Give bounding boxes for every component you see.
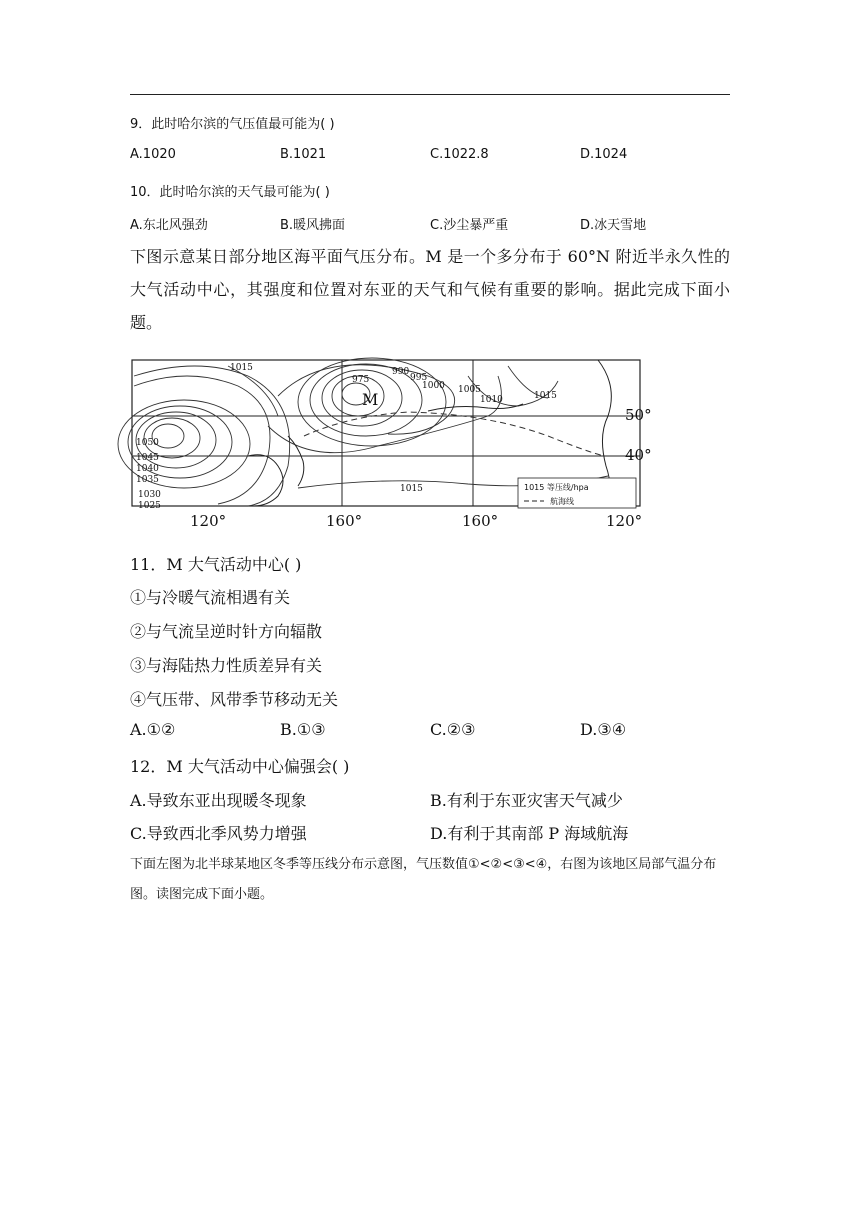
q10-option-a[interactable]: A.东北风强劲 [130, 218, 208, 233]
q11-options [130, 720, 730, 740]
isobar-label: 1000 [422, 381, 445, 391]
q11-option-c[interactable]: C.②③ [430, 720, 476, 739]
lon-label: 120° [606, 512, 643, 530]
header-rule [130, 94, 730, 95]
q11-option-a[interactable]: A.①② [130, 720, 176, 739]
isobar-label: 1025 [138, 501, 161, 511]
q11-stem: 11．M 大气活动中心( ) [130, 555, 302, 574]
q11-option-b[interactable]: B.①③ [280, 720, 326, 739]
intro-paragraph: 下图示意某日部分地区海平面气压分布。M 是一个多分布于 60°N 附近半永久性的大气活动中心，其强度和位置对东亚的天气和气候有重要的影响。据此完成下面小题。 [130, 247, 730, 332]
map-legend [518, 478, 636, 508]
q12-option-d[interactable]: D.有利于其南部 P 海域航海 [430, 824, 629, 843]
q9-option-c[interactable]: C.1022.8 [430, 147, 489, 162]
isobar-label: 1045 [136, 453, 159, 463]
isobar-label: 1005 [458, 385, 481, 395]
lon-label: 160° [462, 512, 499, 530]
q10-option-b[interactable]: B.暖风拂面 [280, 218, 346, 233]
lon-label: 120° [190, 512, 227, 530]
q10-options [130, 214, 730, 234]
isobar-label: 1015 [230, 363, 253, 373]
q12-option-b[interactable]: B.有利于东亚灾害天气减少 [430, 791, 623, 810]
q12-option-a[interactable]: A.导致东亚出现暖冬现象 [130, 791, 307, 810]
pacific-isobars [298, 366, 608, 488]
isobar-label: 1040 [136, 464, 159, 474]
high-pressure-isobars [118, 366, 290, 506]
lat-label-40: 40° [625, 446, 652, 464]
q11-option-d[interactable]: D.③④ [580, 720, 627, 739]
lon-label: 160° [326, 512, 363, 530]
q10-option-c[interactable]: C.沙尘暴严重 [430, 218, 509, 233]
isobar-label: 1050 [136, 438, 159, 448]
q12-options-row-1 [130, 788, 730, 808]
q9-option-a[interactable]: A.1020 [130, 147, 176, 162]
pressure-map [128, 356, 652, 532]
lat-label-50: 50° [625, 406, 652, 424]
legend-route: 航海线 [550, 497, 574, 506]
center-m-label: M [362, 390, 379, 409]
q10-option-d[interactable]: D.冰天雪地 [580, 218, 647, 233]
isobar-label: 1015 [534, 391, 557, 401]
q12-stem: 12．M 大气活动中心偏强会( ) [130, 757, 350, 776]
low-pressure-isobars [268, 358, 501, 453]
q11-statement-2: ②与气流呈逆时针方向辐散 [130, 622, 323, 641]
q10-stem: 10．此时哈尔滨的天气最可能为( ) [130, 185, 330, 200]
q11-statement-1: ①与冷暖气流相遇有关 [130, 588, 291, 607]
isobar-label: 1030 [138, 490, 161, 500]
q9-option-b[interactable]: B.1021 [280, 147, 327, 162]
isobar-label: 990 [392, 367, 410, 377]
isobar-label: 1015 [400, 484, 423, 494]
q9-option-d[interactable]: D.1024 [580, 147, 628, 162]
q12-option-c[interactable]: C.导致西北季风势力增强 [130, 824, 307, 843]
q9-options [130, 147, 730, 167]
legend-isobar: 1015 等压线/hpa [524, 483, 589, 492]
q11-statement-4: ④气压带、风带季节移动无关 [130, 690, 339, 709]
q12-options-row-2 [130, 821, 730, 841]
q11-statement-3: ③与海陆热力性质差异有关 [130, 656, 323, 675]
intro2-paragraph: 下面左图为北半球某地区冬季等压线分布示意图，气压数值①<②<③<④，右图为该地区局部气温分布图。读图完成下面小题。 [130, 857, 717, 902]
isobar-label: 975 [352, 375, 370, 385]
isobar-label: 1035 [136, 475, 159, 485]
q9-stem: 9．此时哈尔滨的气压值最可能为( ) [130, 117, 335, 132]
isobar-label: 995 [410, 373, 428, 383]
isobar-label: 1010 [480, 395, 503, 405]
